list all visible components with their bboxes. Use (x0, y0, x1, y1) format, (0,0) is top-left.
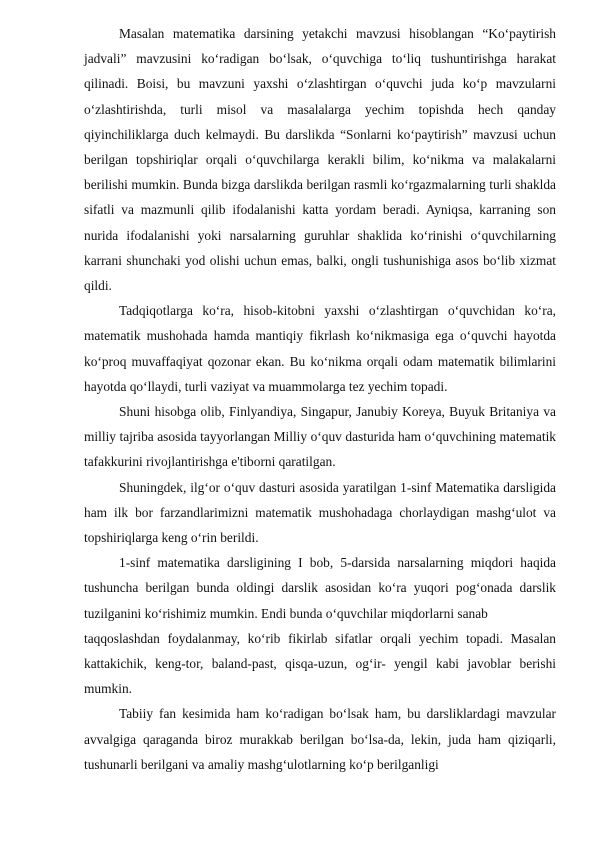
paragraph: Shuni hisobga olib, Finlyandiya, Singapur, Janubiy Koreya, Buyuk Britaniya va milliy tajriba asosida tayyorlangan Milliy o‘quv dasturida ham o‘quvchining matematik tafakkurini rivojlantirishga e'tiborni qaratilgan. (84, 404, 556, 470)
paragraph: Tabiiy fan kesimida ham ko‘radigan bo‘lsak ham, bu darsliklardagi mavzular avvalgiga qaraganda biroz murakkab berilgan bo‘lsa-da, lekin, juda ham qiziqarli, tushunarli berilgani va amaliy mashg‘ulotlarning ko‘p berilganligi (84, 706, 556, 772)
paragraph: Shuningdek, ilg‘or o‘quv dasturi asosida yaratilgan 1-sinf Matematika darsligida ham ilk bor farzandlarimizni matematik mushohadaga chorlaydigan mashg‘ulot va topshiriqlarga keng o‘rin berildi. (84, 479, 556, 546)
paragraph: Tadqiqotlarga ko‘ra, hisob-kitobni yaxshi o‘zlashtirgan o‘quvchidan ko‘ra, matematik mushohada hamda mantiqiy fikrlash ko‘nikmasiga ega o‘quvchi hayotda ko‘proq muvaffaqiyat qozonar ekan. Bu ko‘nikma orqali odam matematik bilimlarini hayotda qo‘llaydi, turli vaziyat va muammolarga tez yechim topadi. (84, 303, 556, 394)
paragraph: 1-sinf matematika darsligining I bob, 5-darsida narsalarning miqdori haqida tushuncha berilgan bunda oldingi darslik asosidan ko‘ra yuqori pog‘onada darslik tuzilganini ko‘rishimiz mumkin. Endi bunda o‘quvchilar miqdorlarni sanab (84, 555, 556, 621)
paragraph-continuation: taqqoslashdan foydalanmay, ko‘rib fikirlab sifatlar orqali yechim topadi. Masalan kattakichik, keng-tor, baland-past, qisqa-uzun, og‘ir- yengil kabi javoblar berishi mumkin. (84, 630, 556, 697)
paragraph: Masalan matematika darsining yetakchi mavzusi hisoblangan “Ko‘paytirish jadvali” mavzusini ko‘radigan bo‘lsak, o‘quvchiga to‘liq tushuntirishga harakat qilinadi. Boisi, bu mavzuni yaxshi o‘zlashtirgan o‘quvchi juda ko‘p mavzularni o‘zlashtirishda, turli misol va masalalarga yechim topishda hech qanday qiyinchiliklarga duch kelmaydi. Bu darslikda “Sonlarni ko‘paytirish” mavzusi uchun berilgan topshiriqlar orqali o‘quvchilarga kerakli bilim, ko‘nikma va malakalarni berilishi mumkin. Bunda bizga darslikda berilgan rasmli ko‘rgazmalarning turli shaklda sifatli va mazmunli qilib ifodalanishi katta yordam beradi. Ayniqsa, karraning son nurida ifodalanishi yoki narsalarning guruhlar shaklida ko‘rinishi o‘quvchilarning karrani shunchaki yod olishi uchun emas, balki, ongli tushunishiga asos bo‘lib xizmat qildi. (84, 26, 556, 294)
body-text (84, 21, 556, 777)
